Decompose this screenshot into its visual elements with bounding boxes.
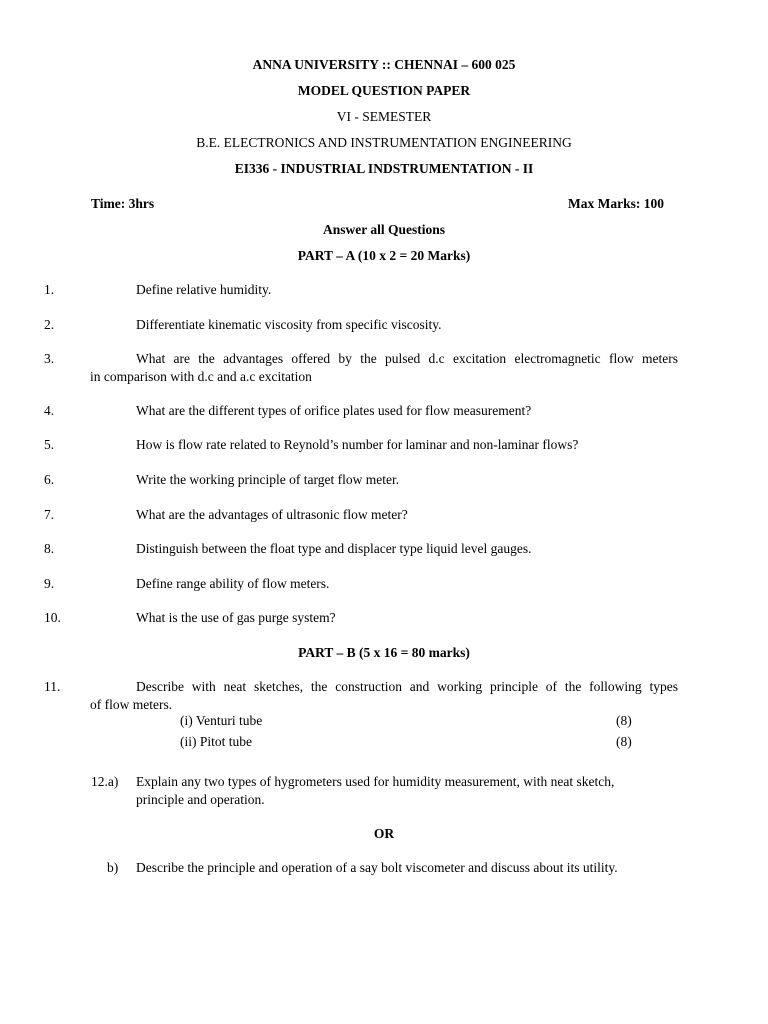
degree: B.E. ELECTRONICS AND INSTRUMENTATION ENGINEERING bbox=[196, 135, 572, 150]
question-number: 7. bbox=[44, 507, 55, 522]
subject-title: EI336 - INDUSTRIAL INDSTRUMENTATION - II bbox=[234, 161, 534, 176]
question-text: Describe with neat sketches, the construction and working principle of the following types bbox=[136, 679, 678, 694]
university-title: ANNA UNIVERSITY :: CHENNAI – 600 025 bbox=[252, 57, 516, 72]
paper-type: MODEL QUESTION PAPER bbox=[297, 83, 471, 98]
question-number: 10. bbox=[44, 610, 61, 625]
sub-question-venturi: (i) Venturi tube bbox=[180, 713, 263, 728]
question-text: Define range ability of flow meters. bbox=[136, 576, 330, 591]
question-number: 9. bbox=[44, 576, 55, 591]
question-number: 11. bbox=[44, 679, 61, 694]
question-text-continued: of flow meters. bbox=[90, 697, 173, 712]
question-text: Distinguish between the float type and displacer type liquid level gauges. bbox=[136, 541, 532, 556]
question-number: 6. bbox=[44, 472, 55, 487]
question-text: What are the different types of orifice plates used for flow measurement? bbox=[136, 403, 532, 418]
question-text: What is the use of gas purge system? bbox=[136, 610, 336, 625]
instruction: Answer all Questions bbox=[322, 222, 445, 237]
question-text-continued: in comparison with d.c and a.c excitation bbox=[90, 369, 312, 384]
question-text-12a: Explain any two types of hygrometers used for humidity measurement, with neat sketch, bbox=[136, 774, 615, 789]
or-separator: OR bbox=[373, 826, 395, 841]
sub-question-marks: (8) bbox=[616, 713, 632, 728]
question-text: Differentiate kinematic viscosity from specific viscosity. bbox=[136, 317, 442, 332]
time-label: Time: 3hrs bbox=[91, 196, 155, 211]
question-text-12b: Describe the principle and operation of a say bolt viscometer and discuss about its utility. bbox=[136, 860, 618, 875]
question-text-12a-continued: principle and operation. bbox=[136, 792, 265, 807]
question-number-12b: b) bbox=[107, 860, 119, 875]
part-a-title: PART – A (10 x 2 = 20 Marks) bbox=[297, 248, 471, 263]
max-marks-label: Max Marks: 100 bbox=[568, 196, 664, 211]
semester: VI - SEMESTER bbox=[336, 109, 432, 124]
sub-question-pitot: (ii) Pitot tube bbox=[180, 734, 252, 749]
question-number: 2. bbox=[44, 317, 55, 332]
question-number: 1. bbox=[44, 282, 55, 297]
sub-question-marks: (8) bbox=[616, 734, 632, 749]
question-number: 3. bbox=[44, 351, 55, 366]
question-number: 5. bbox=[44, 437, 55, 452]
question-text: What are the advantages offered by the pulsed d.c excitation electromagnetic flow meters bbox=[136, 351, 678, 366]
question-number: 8. bbox=[44, 541, 55, 556]
question-text: Define relative humidity. bbox=[136, 282, 272, 297]
question-text: What are the advantages of ultrasonic flow meter? bbox=[136, 507, 408, 522]
part-b-title: PART – B (5 x 16 = 80 marks) bbox=[298, 645, 470, 660]
question-number: 4. bbox=[44, 403, 55, 418]
question-text: How is flow rate related to Reynold’s number for laminar and non-laminar flows? bbox=[136, 437, 579, 452]
question-text: Write the working principle of target flow meter. bbox=[136, 472, 400, 487]
question-number-12a: 12.a) bbox=[91, 774, 119, 789]
